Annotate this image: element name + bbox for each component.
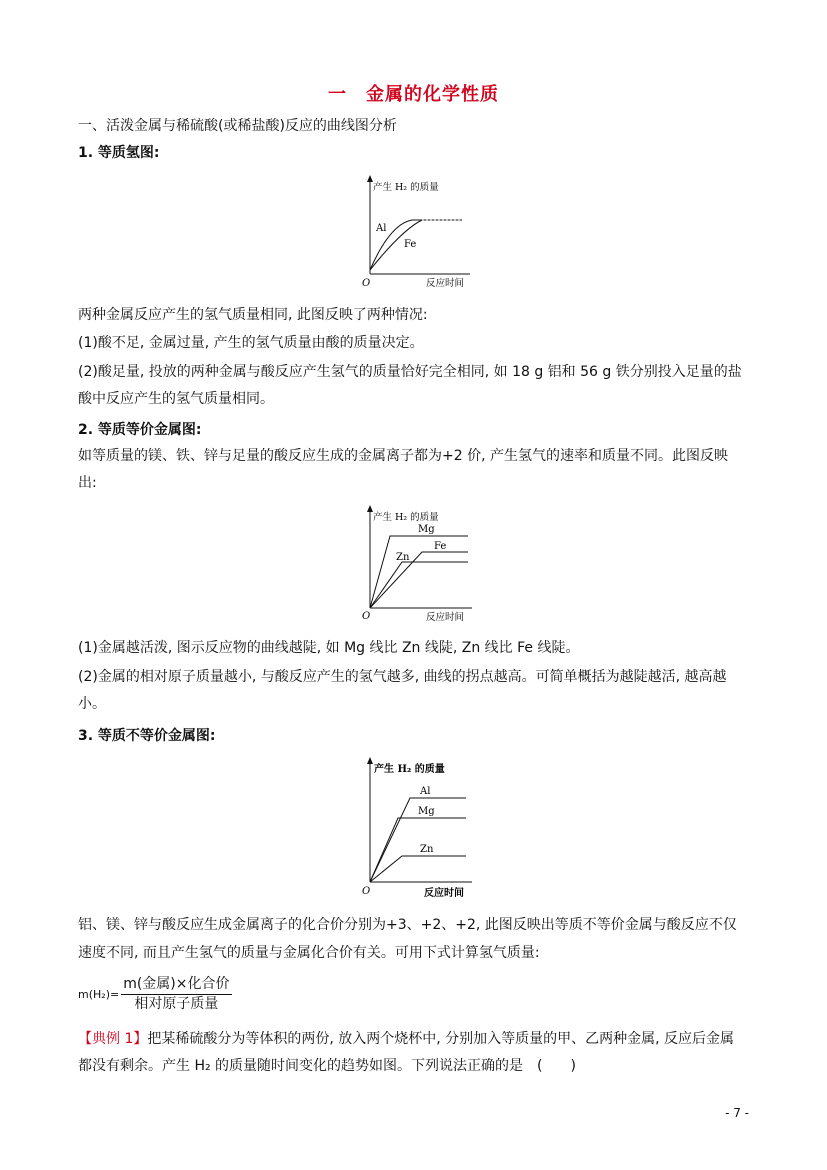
series-line-mg <box>370 536 468 608</box>
chart-equal-hydrogen <box>360 174 480 290</box>
example-text: 把某稀硫酸分为等体积的两份, 放入两个烧杯中, 分别加入等质量的甲、乙两种金属, 反应后金属 <box>147 1031 735 1047</box>
origin-label: O <box>362 611 371 622</box>
series-label-al: Al <box>420 786 431 797</box>
formula-numerator: m(金属)×化合价 <box>121 975 231 995</box>
series-line-zn <box>370 562 468 608</box>
formula-denominator: 相对原子质量 <box>134 996 219 1012</box>
paragraph: 两种金属反应产生的氢气质量相同, 此图反映了两种情况: <box>78 307 428 323</box>
paragraph: 出: <box>78 475 97 491</box>
y-axis-arrow <box>367 175 373 182</box>
y-axis-label: 产生 H₂ 的质量 <box>373 182 439 193</box>
origin-label: O <box>362 278 371 289</box>
series-label-mg: Mg <box>418 806 435 817</box>
example-line-2: 都没有剩余。产生 H₂ 的质量随时间变化的趋势如图。下列说法正确的是 ( ) <box>78 1058 576 1074</box>
series-label-fe: Fe <box>404 239 417 250</box>
hydrogen-mass-formula <box>78 975 232 1014</box>
x-axis-label: 反应时间 <box>424 888 464 899</box>
chart-equal-mass-unequal-valence <box>358 756 482 902</box>
paragraph: (2)酸足量, 投放的两种金属与酸反应产生氢气的质量恰好完全相同, 如 18 g 铝和 56 g 铁分别投入足量的盐 <box>78 364 742 380</box>
paragraph: 速度不同, 而且产生氢气的质量与金属化合价有关。可用下式计算氢气质量: <box>78 945 540 961</box>
paragraph: 铝、镁、锌与酸反应生成金属离子的化合价分别为+3、+2、+2, 此图反映出等质不等价金属与酸反应不仅 <box>78 917 737 933</box>
x-axis-label: 反应时间 <box>426 278 465 289</box>
paragraph: 小。 <box>78 696 106 712</box>
series-label-zn: Zn <box>396 552 410 563</box>
series-label-mg: Mg <box>418 524 435 535</box>
page-number: - 7 - <box>725 1106 749 1120</box>
origin-label: O <box>362 886 371 897</box>
paragraph: 如等质量的镁、铁、锌与足量的酸反应生成的金属离子都为+2 价, 产生氢气的速率和质量不同。此图反映 <box>78 448 728 464</box>
y-axis-arrow <box>367 505 373 512</box>
series-line-fe <box>370 552 468 608</box>
series-line-zn <box>370 856 466 882</box>
paragraph: (2)金属的相对原子质量越小, 与酸反应产生的氢气越多, 曲线的拐点越高。可简单概括为越陡越活, 越高越 <box>78 669 727 685</box>
subsection-1-heading: 1. 等质氢图: <box>78 145 160 161</box>
example-line-1 <box>78 1029 734 1049</box>
y-axis-label: 产生 H₂ 的质量 <box>373 512 439 523</box>
subsection-3-heading: 3. 等质不等价金属图: <box>78 728 216 744</box>
paragraph: 酸中反应产生的氢气质量相同。 <box>78 391 274 407</box>
subsection-2-heading: 2. 等质等价金属图: <box>78 422 202 438</box>
chart-equal-valence <box>360 504 480 624</box>
y-axis-arrow <box>367 757 373 764</box>
page-title: 一 金属的化学性质 <box>328 84 499 105</box>
series-label-zn: Zn <box>420 844 434 855</box>
series-label-al: Al <box>376 223 387 234</box>
section-heading: 一、活泼金属与稀硫酸(或稀盐酸)反应的曲线图分析 <box>78 118 397 134</box>
y-axis-label: 产生 H₂ 的质量 <box>374 764 445 775</box>
paragraph: (1)金属越活泼, 图示反应物的曲线越陡, 如 Mg 线比 Zn 线陡, Zn 线比 Fe 线陡。 <box>78 640 580 656</box>
series-line-mg <box>370 818 466 882</box>
paragraph: (1)酸不足, 金属过量, 产生的氢气质量由酸的质量决定。 <box>78 335 424 351</box>
series-label-fe: Fe <box>434 541 447 552</box>
formula-fraction <box>121 975 231 1014</box>
formula-lhs: m(H₂)= <box>78 988 120 1001</box>
x-axis-label: 反应时间 <box>426 612 465 623</box>
example-tag: 【典例 1】 <box>78 1031 148 1047</box>
